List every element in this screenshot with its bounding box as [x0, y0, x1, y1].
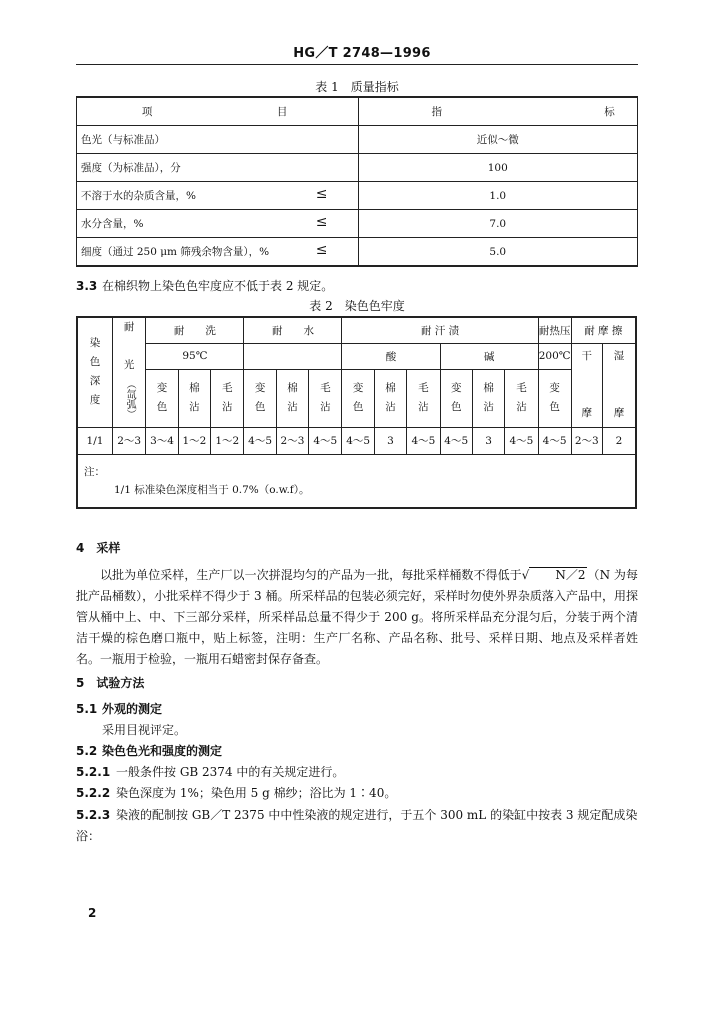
color-fastness-table: [76, 316, 637, 509]
sub-change: 变 色: [440, 369, 472, 427]
header-char: 染: [89, 337, 101, 350]
sub-cotton: 棉 沾: [374, 369, 406, 427]
table-row: [77, 427, 636, 454]
section-5-1-text: 采用目视评定。: [102, 723, 187, 737]
le-sign: ≤: [315, 242, 328, 258]
row-item: 强度（为标准品），分: [77, 154, 359, 182]
heat-press-header: 耐热压: [538, 317, 571, 343]
table-row: [77, 126, 638, 154]
water-header: 耐 水: [244, 317, 342, 343]
cell-light: 2～3: [112, 427, 145, 454]
sub-wool: 毛 沾: [505, 369, 538, 427]
section-number: 5.2: [76, 744, 98, 758]
section-3-3: [76, 277, 333, 294]
le-sign: ≤: [315, 214, 328, 230]
para-text: 以批为单位采样，生产厂以一次拼混均匀的产品为一批，每批采样桶数不得低于: [100, 568, 522, 582]
section-5-2-2: [76, 784, 396, 801]
table-cell: 4～5: [309, 427, 342, 454]
section-5-2: [76, 742, 222, 759]
table-cell: 4～5: [505, 427, 538, 454]
sub-cotton: 棉 沾: [276, 369, 308, 427]
table-cell: 3～4: [146, 427, 178, 454]
row-value: 5.0: [358, 238, 638, 267]
sub-cotton: 棉 沾: [178, 369, 210, 427]
row-item: 色光（与标准品）: [77, 126, 359, 154]
row-value: 近似～微: [358, 126, 638, 154]
acid-header: 酸: [342, 343, 440, 369]
table-row: [77, 238, 638, 267]
heat-temp: 200℃: [538, 343, 571, 369]
table-note-row: [77, 454, 636, 508]
row-value: 100: [358, 154, 638, 182]
section-text: 在棉织物上染色色牢度应不低于表 2 规定。: [102, 279, 334, 293]
section-number: 5.2.2: [76, 786, 111, 800]
header-text: 项: [141, 106, 153, 118]
le-sign: ≤: [315, 186, 328, 202]
row-item-text: 水分含量，%: [81, 218, 144, 230]
row-item: [77, 182, 359, 210]
table-cell: 4～5: [244, 427, 276, 454]
light-header: [112, 317, 145, 427]
table2-caption: 表 2 染色色牢度: [309, 299, 405, 313]
row-item: [77, 210, 359, 238]
header-text: 目: [276, 106, 288, 118]
section-text: 染液的配制按 GB／T 2375 中中性染液的规定进行，于五个 300 mL 的染缸中按表 3 规定配成染浴：: [76, 808, 638, 843]
sub-wool: 毛 沾: [211, 369, 244, 427]
table-row: [77, 210, 638, 238]
dry-rub-header: [571, 343, 602, 427]
section-number: 5.2.1: [76, 765, 111, 779]
sub-cotton: 棉 沾: [472, 369, 504, 427]
table-header-row: [77, 97, 638, 126]
xenon-arc-label: （氙弧）: [124, 379, 136, 420]
table-cell: 1～2: [211, 427, 244, 454]
table-cell: 4～5: [342, 427, 374, 454]
table-cell: 4～5: [407, 427, 440, 454]
table-note: [77, 454, 636, 508]
section-number: 3.3: [76, 279, 98, 293]
sub-change: 变 色: [244, 369, 276, 427]
header-char: 湿: [613, 350, 625, 362]
sub-change: 变 色: [538, 369, 571, 427]
section-title: 染色色光和强度的测定: [102, 744, 223, 758]
note-text: 1/1 标准染色深度相当于 0.7%（o.w.f）。: [114, 483, 310, 496]
sub-wool: 毛 沾: [407, 369, 440, 427]
item-header: [77, 97, 359, 126]
header-char: 摩: [581, 407, 593, 419]
header-char: 摩: [613, 407, 625, 419]
table-cell: 4～5: [538, 427, 571, 454]
header-char: 色: [89, 356, 101, 369]
sqrt-expression: N／2: [529, 567, 587, 582]
header-text: 指: [431, 106, 443, 118]
row-item: [77, 238, 359, 267]
para-text: （N 为每批产品桶数），小批采样不得少于 3 桶。所采样品的包装必须完好，采样时勿使外界杂质落入产品中，用探管从桶中上、中、下三部分采样，所采样品总量不得少于 200 g。将所采样品充分混匀后，分装于两个清洁干燥的棕色磨口瓶中，贴上标签，注明：生产厂名称、产品名称、批号、采样日期、地点及采样者姓名。一瓶用于检验，一瓶用石蜡密封保存备查。: [76, 568, 638, 666]
table-cell: 2～3: [276, 427, 308, 454]
header-char: 光: [123, 359, 135, 372]
cell-depth: 1/1: [77, 427, 112, 454]
section-text: 一般条件按 GB 2374 中的有关规定进行。: [116, 765, 345, 779]
table-header-row: [77, 317, 636, 343]
header-char: 度: [89, 394, 101, 407]
section-number: 5.2.3: [76, 808, 111, 822]
section-5-2-1: [76, 763, 344, 780]
header-char: 干: [581, 350, 593, 362]
section-text: 染色深度为 1%；染色用 5 g 棉纱；浴比为 1∶40。: [116, 786, 397, 800]
table1-caption: 表 1 质量指标: [315, 80, 399, 94]
sub-change: 变 色: [146, 369, 178, 427]
table-cell: 3: [374, 427, 406, 454]
index-header: [358, 97, 638, 126]
sub-wool: 毛 沾: [309, 369, 342, 427]
table-cell: 3: [472, 427, 504, 454]
document-code: HG／T 2748—1996: [293, 46, 431, 61]
alkali-header: 碱: [440, 343, 538, 369]
header-text: 标: [604, 106, 615, 118]
section-4-title: 4 采样: [76, 541, 121, 555]
section-title: 外观的测定: [102, 702, 163, 716]
row-value: 1.0: [358, 182, 638, 210]
sweat-header: 耐 汗 渍: [342, 317, 538, 343]
wash-header: 耐 洗: [146, 317, 244, 343]
note-label: 注：: [84, 465, 105, 478]
header-char: 耐: [123, 321, 135, 334]
row-item-text: 细度（通过 250 μm 筛残余物含量），%: [81, 246, 270, 258]
table-cell: 2: [602, 427, 636, 454]
section-4-paragraph: [76, 565, 638, 670]
table-row: [77, 182, 638, 210]
table-subheader-row: [77, 343, 636, 369]
section-5-2-3: [76, 805, 638, 847]
table-cell: 2～3: [571, 427, 602, 454]
depth-header: [77, 317, 112, 427]
section-number: 5.1: [76, 702, 98, 716]
row-value: 7.0: [358, 210, 638, 238]
table-cell: 4～5: [440, 427, 472, 454]
header-char: 深: [89, 375, 101, 388]
row-item-text: 不溶于水的杂质含量，%: [81, 190, 196, 202]
rub-header: 耐 摩 擦: [571, 317, 636, 343]
header-rule: [76, 64, 638, 65]
section-5-title: 5 试验方法: [76, 676, 145, 690]
sub-change: 变 色: [342, 369, 374, 427]
table-row: [77, 154, 638, 182]
sqrt-symbol: √: [521, 568, 530, 582]
section-5-1: [76, 700, 162, 717]
page-number: 2: [88, 906, 97, 920]
water-temp-empty: [244, 343, 342, 369]
wash-temp: 95℃: [146, 343, 244, 369]
wet-rub-header: [602, 343, 636, 427]
quality-index-table: [76, 96, 638, 267]
table-subheader-row: [77, 369, 636, 427]
table-cell: 1～2: [178, 427, 210, 454]
